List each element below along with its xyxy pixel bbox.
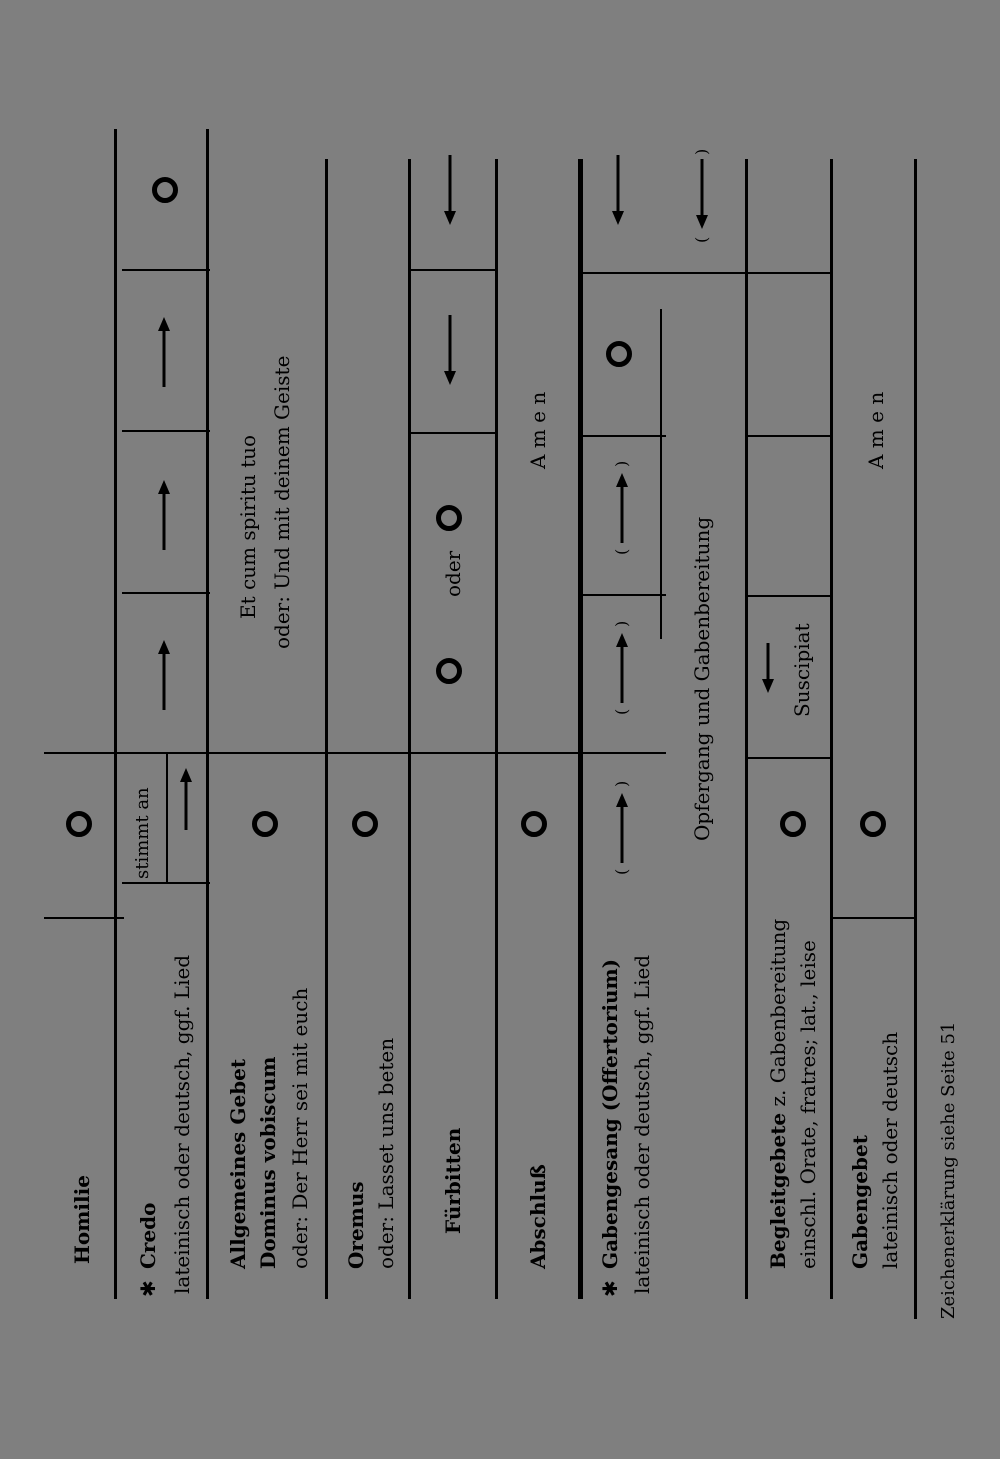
- abschluss-amen: A m e n: [526, 391, 550, 469]
- svg-text:(: (: [692, 236, 711, 243]
- row-line-1: [114, 129, 117, 1299]
- fuerb-div-a: [408, 752, 498, 754]
- abschluss-title: Abschluß: [526, 1164, 550, 1269]
- credo-div-c: [122, 592, 210, 594]
- svg-text:(: (: [612, 708, 631, 715]
- gabengesang-arrow-left-icon-2: [690, 145, 714, 245]
- gabengebet-sub: lateinisch oder deutsch: [878, 1031, 902, 1269]
- begleitgebete-title: Begleitgebete: [766, 1112, 790, 1269]
- gebet-response1: Et cum spiritu tuo: [236, 434, 260, 619]
- row-line-8: [745, 159, 748, 1299]
- gabengebet-circle-symbol: [860, 811, 886, 837]
- credo-div-e: [122, 269, 210, 271]
- begleitgebete-sub: einschl. Orate, fratres; lat., leise: [796, 940, 820, 1269]
- gebet-div: [206, 752, 410, 754]
- credo-star-icon: ✱: [136, 1280, 160, 1297]
- svg-text:(: (: [612, 868, 631, 875]
- begleitgebete-title-line: [768, 919, 788, 1269]
- credo-title: Credo: [136, 1202, 160, 1269]
- svg-text:): ): [612, 460, 631, 467]
- homilie-circle-symbol: [66, 811, 92, 837]
- begl-div-b: [745, 595, 833, 597]
- credo-sub: lateinisch oder deutsch, ggf. Lied: [170, 954, 194, 1294]
- oremus-title: Oremus: [344, 1181, 368, 1269]
- svg-text:(: (: [612, 548, 631, 555]
- fuerb-div-b: [408, 432, 498, 434]
- row-line-6: [578, 159, 583, 1299]
- begl-div-a: [745, 757, 833, 759]
- gabengesang-star-icon: ✱: [598, 1280, 622, 1297]
- gabengesang-offer: Opfergang und Gabenbereitung: [690, 516, 714, 841]
- begleitgebete-suscipiat: Suscipiat: [790, 623, 814, 717]
- gabengesang-arrow-right-icon-2: [610, 617, 634, 717]
- gaben-div-a: [580, 752, 666, 754]
- gebet-title: Allgemeines Gebet: [226, 1058, 250, 1269]
- row-line-4: [408, 159, 411, 1299]
- gabengesang-arrow-right-icon-3: [610, 457, 634, 557]
- svg-text:): ): [612, 780, 631, 787]
- row-line-5: [495, 159, 498, 1299]
- gabengesang-arrow-left-icon: [606, 151, 630, 231]
- oremus-sub: oder: Lasset uns beten: [374, 1037, 398, 1269]
- gabengebet-amen: A m e n: [864, 391, 888, 469]
- row-line-7: [660, 309, 662, 639]
- footer-legend: Zeichenerklärung siehe Seite 51: [938, 1021, 959, 1319]
- svg-text:): ): [612, 620, 631, 627]
- begleitgebete-title-rest: z. Gabenbereitung: [766, 918, 790, 1113]
- credo-circle-symbol: [152, 177, 178, 203]
- gabengesang-sub: lateinisch oder deutsch, ggf. Lied: [630, 954, 654, 1294]
- gebet-line3: oder: Der Herr sei mit euch: [288, 987, 312, 1269]
- abschl-div: [495, 752, 581, 754]
- homilie-bracket-mid: [44, 752, 124, 754]
- credo-inner-h: [166, 754, 168, 884]
- gaben-div-b: [580, 594, 666, 596]
- fuerbitten-circle-symbol-2: [436, 505, 462, 531]
- credo-arrow-right-icon-3: [152, 474, 176, 554]
- gebet-circle-symbol: [252, 811, 278, 837]
- gabengeb-div: [830, 917, 916, 919]
- credo-div-d: [122, 430, 210, 432]
- credo-arrow-right-icon: [174, 764, 198, 834]
- gabengesang-arrow-right-icon: [610, 777, 634, 877]
- gabengebet-title: Gabengebet: [848, 1135, 872, 1269]
- gaben-div-d: [580, 272, 830, 274]
- row-line-9: [830, 159, 833, 1299]
- homilie-bracket-top: [44, 917, 124, 919]
- begleitgebete-arrow-left-icon: [756, 639, 780, 699]
- abschluss-circle-symbol: [521, 811, 547, 837]
- fuerbitten-title: Fürbitten: [441, 1127, 465, 1234]
- begl-div-c: [745, 435, 833, 437]
- gebet-line2: Dominus vobiscum: [256, 1056, 280, 1269]
- begleitgebete-circle-symbol: [780, 811, 806, 837]
- row-line-10: [914, 159, 917, 1319]
- credo-note: stimmt an: [132, 787, 153, 879]
- fuerb-div-c: [408, 269, 498, 271]
- fuerbitten-circle-symbol: [436, 658, 462, 684]
- homilie-title: Homilie: [70, 1175, 94, 1264]
- credo-arrow-right-icon-2: [152, 634, 176, 714]
- oremus-circle-symbol: [352, 811, 378, 837]
- fuerbitten-oder: oder: [441, 550, 465, 597]
- gaben-div-c: [580, 435, 666, 437]
- gabengesang-circle-symbol: [606, 341, 632, 367]
- svg-text:): ): [692, 148, 711, 155]
- gabengesang-title: Gabengesang (Offertorium): [598, 958, 622, 1269]
- row-line-3: [325, 159, 328, 1299]
- fuerbitten-arrow-left-icon-2: [438, 151, 462, 231]
- credo-arrow-right-icon-4: [152, 311, 176, 391]
- fuerbitten-arrow-left-icon: [438, 311, 462, 391]
- gebet-response2: oder: Und mit deinem Geiste: [270, 355, 294, 649]
- row-line-2: [206, 129, 209, 1299]
